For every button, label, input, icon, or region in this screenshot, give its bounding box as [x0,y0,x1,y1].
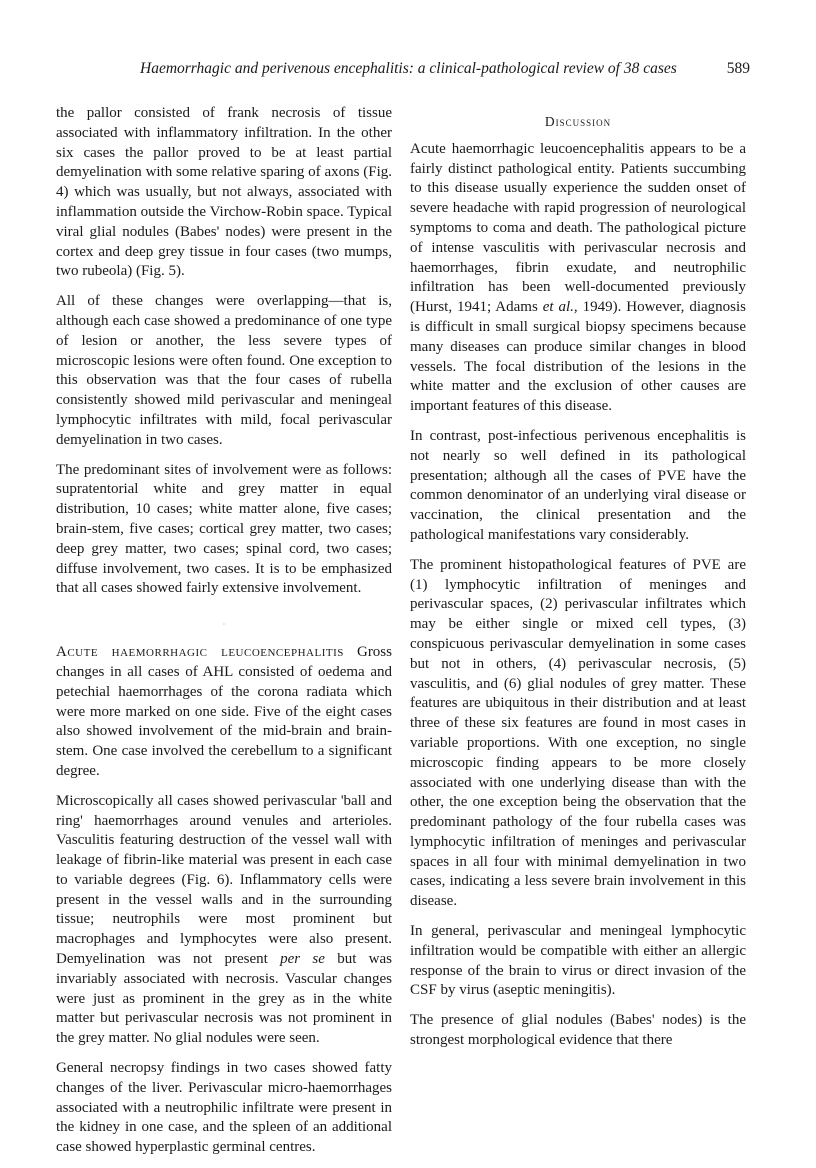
text-run: Microscopically all cases showed perivascular 'ball and ring' haemorrhages around venules and arterioles. Vasculitis featuring destruction of the vessel wall with leakage of fibrin-like material was present in each case to variable degrees (Fig. 6). Inflammatory cells were present in the vessel walls and in the surrounding tissue; neutrophils were most prominent but macrophages and lymphocytes were also present. Demyelination was not present [56,792,392,968]
text-run: Acute haemorrhagic leucoencephalitis appears to be a fairly distinct pathological entity. Patients succumbing to this disease usually experience the sudden onset of severe headache with rapid progression of neurological symptoms to coma and death. The pathological picture of intense vasculitis with perivascular necrosis and haemorrhages, fibrin exudate, and neutrophilic infiltration has been well-documented previously (Hurst, 1941; Adams [410,140,746,316]
paragraph: All of these changes were overlapping—that is, although each case showed a predominance of one type of lesion or another, the less severe types of microscopic lesions were often found. One exception to this observation was that the four cases of rubella consistently showed mild perivascular and meningeal lymphocytic infiltrates with mild, focal perivascular demyelination in two cases. [56,293,392,448]
right-column [410,104,746,1061]
running-title: Haemorrhagic and perivenous encephalitis: a clinical-pathological review of 38 cases [140,60,677,77]
paragraph [56,643,392,782]
paragraph: In contrast, post-infectious perivenous encephalitis is not nearly so well defined in its pathological presentation; although all the cases of PVE have the common denominator of an underlying viral disease or vaccination, the clinical presentation and the pathological manifestations vary considerably. [410,427,746,543]
paragraph: In general, perivascular and meningeal lymphocytic infiltration would be compatible with either an allergic response of the brain to virus or direct invasion of the CSF by virus (aseptic meningitis). [410,923,746,999]
left-column [56,104,392,1168]
paragraph [410,140,746,417]
paragraph: the pallor consisted of frank necrosis of tissue associated with inflammatory infiltration. In the other six cases the pallor proved to be at least partial demyelination with some relative sparing of axons (Fig. 4) which was usually, but not always, associated with inflammation outside the Virchow-Robin space. Typical viral glial nodules (Babes' nodes) were present in the cortex and deep grey tissue in four cases (two mumps, two rubeola) (Fig. 5). [56,105,392,280]
text-run: , 1949). However, diagnosis is difficult in small surgical biopsy specimens because many diseases can produce similar changes in blood vessels. The focal distribution of the lesions in the white matter and the exclusion of other causes are important features of this disease. [410,299,746,415]
running-header [140,60,750,82]
italic-term: et al. [542,299,574,316]
ahl-text: Gross changes in all cases of AHL consisted of oedema and petechial haemorrhages of the corona radiata which were more marked on one side. Five of the eight cases also showed involvement of the mid-brain and brain-stem. One case involved the cerebellum to a significant degree. [56,644,392,779]
paragraph: General necropsy findings in two cases showed fatty changes of the liver. Perivascular micro-haemorrhages associated with a neutrophilic infiltrate were present in the kidney in one case, and the spleen of an additional case showed hyperplastic germinal centres. [56,1060,392,1156]
discussion-heading: Discussion [544,114,612,129]
paragraph: The prominent histopathological features of PVE are (1) lymphocytic infiltration of meninges and perivascular spaces, (2) perivascular infiltrates which may be either single or mixed cell types, (3) conspicuous perivascular demyelination in some cases but not in others, (4) perivascular necrosis, (5) vasculitis, and (6) glial nodules of grey matter. These features are ubiquitous in their distribution and at least three of these six features are found in most cases in variable proportions. With one exception, no single microscopic finding appears to be more closely associated with one underlying disease than with the other, the one exception being the observation that the predominant pathology of the four rubella cases was lymphocytic infiltration of meninges and perivascular spaces in all four with minimal demyelination in two cases, indicating a less severe brain involvement in this disease. [410,556,746,910]
paragraph: The predominant sites of involvement were as follows: supratentorial white and grey matter in equal distribution, 10 cases; white matter alone, five cases; brain-stem, five cases; cortical grey matter, two cases; deep grey matter, two cases; spinal cord, two cases; diffuse involvement, two cases. It is to be emphasized that all cases showed fairly extensive involvement. [56,461,392,597]
italic-term: per se [280,951,325,968]
paragraph [56,792,392,1049]
page-number: 589 [726,60,750,77]
paragraph: The presence of glial nodules (Babes' nodes) is the strongest morphological evidence that there [410,1012,746,1049]
ahl-subheading: Acute haemorrhagic leucoencephalitis [56,644,344,661]
text-run: but was invariably associated with necrosis. Vascular changes were just as prominent in the grey as in the white matter but perivascular necrosis was not prominent in the grey matter. No glial nodules were seen. [56,951,392,1047]
section-divider: · [222,620,226,630]
